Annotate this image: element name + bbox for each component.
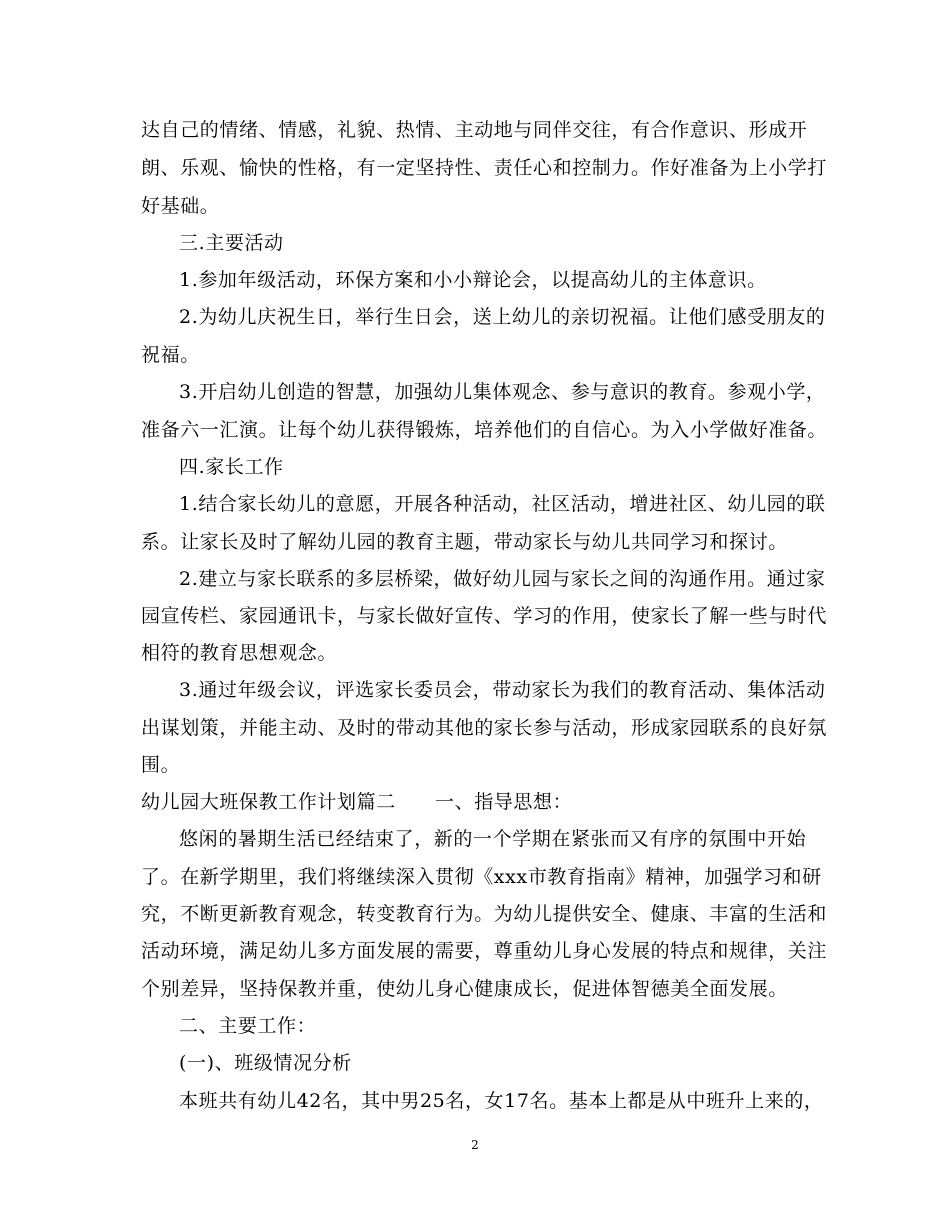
text-line: 出谋划策，并能主动、及时的带动其他的家长参与活动，形成家园联系的良好氛 [141,717,828,739]
text-line: 达自己的情绪、情感，礼貌、热情、主动地与同伴交往，有合作意识、形成开 [141,119,808,141]
section-heading: 二、主要工作： [179,1015,317,1037]
text-line: 祝福。 [141,344,200,366]
text-line: 了。在新学期里，我们将继续深入贯彻《xxx市教育指南》精神，加强学习和研 [141,866,822,888]
text-line: 究，不断更新教育观念，转变教育行为。为幼儿提供安全、健康、丰富的生活和 [141,903,828,925]
subsection-heading: (一)、班级情况分析 [179,1052,352,1074]
section-heading: 三.主要活动 [179,232,284,254]
text-line: 好基础。 [141,195,220,217]
text-line: 本班共有幼儿42名，其中男25名，女17名。基本上都是从中班升上来的， [179,1090,824,1112]
text-line: 朗、乐观、愉快的性格，有一定坚持性、责任心和控制力。作好准备为上小学打 [141,157,828,179]
text-line: 相符的教育思想观念。 [141,642,338,664]
text-line: 1.参加年级活动，环保方案和小小辩论会，以提高幼儿的主体意识。 [179,269,767,291]
text-line: 系。让家长及时了解幼儿园的教育主题，带动家长与幼儿共同学习和探讨。 [141,531,788,553]
page-number: 2 [471,1138,479,1152]
text-line: 活动环境，满足幼儿多方面发展的需要，尊重幼儿身心发展的特点和规律，关注 [141,940,828,962]
text-line: 园宣传栏、家园通讯卡，与家长做好宣传、学习的作用，使家长了解一些与时代 [141,605,828,627]
text-line: 1.结合家长幼儿的意愿，开展各种活动，社区活动，增进社区、幼儿园的联 [179,493,826,515]
text-line: 悠闲的暑期生活已经结束了，新的一个学期在紧张而又有序的氛围中开始 [179,828,807,850]
text-line: 2.建立与家长联系的多层桥梁，做好幼儿园与家长之间的沟通作用。通过家 [179,568,826,590]
text-line: 围。 [141,754,181,776]
section-heading: 四.家长工作 [179,456,284,478]
section-title: 幼儿园大班保教工作计划篇二 一、指导思想： [141,791,573,813]
text-line: 个别差异，坚持保教并重，使幼儿身心健康成长，促进体智德美全面发展。 [141,978,788,1000]
text-line: 3.开启幼儿创造的智慧，加强幼儿集体观念、参与意识的教育。参观小学， [179,381,826,403]
text-line: 3.通过年级会议，评选家长委员会，带动家长为我们的教育活动、集体活动 [179,679,826,701]
text-line: 2.为幼儿庆祝生日，举行生日会，送上幼儿的亲切祝福。让他们感受朋友的 [179,306,826,328]
text-line: 准备六一汇演。让每个幼儿获得锻炼，培养他们的自信心。为入小学做好准备。 [141,419,828,441]
